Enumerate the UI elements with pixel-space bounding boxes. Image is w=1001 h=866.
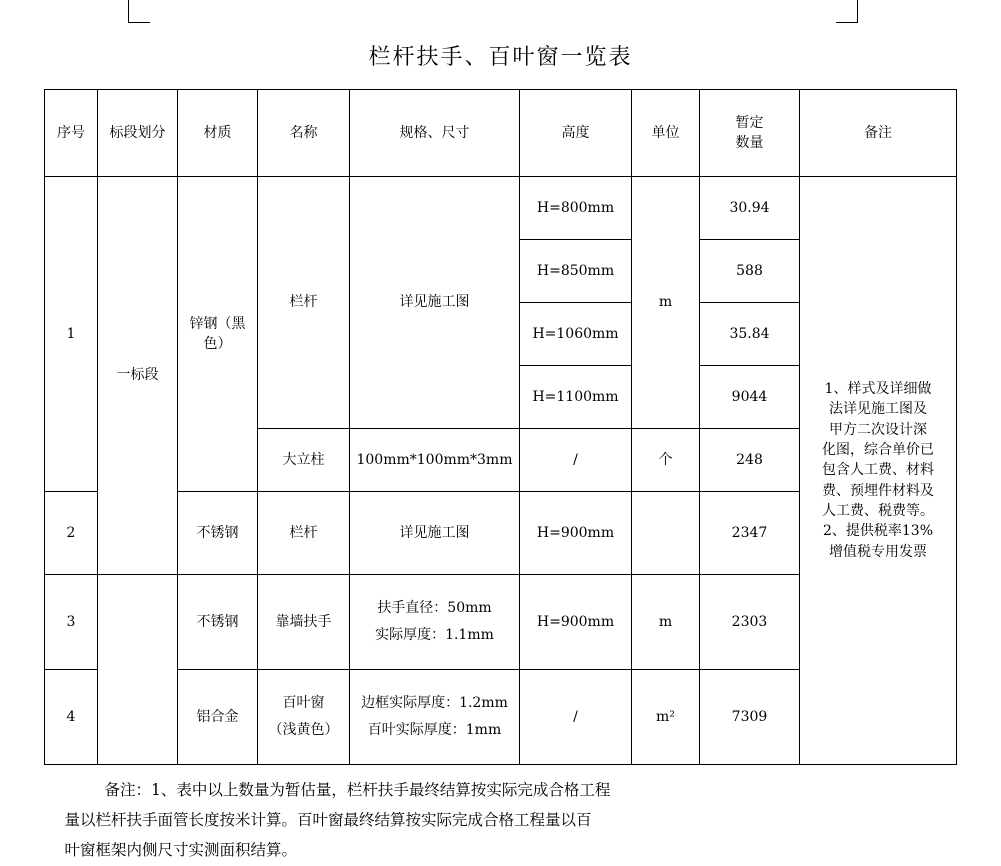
cell-quantity-4: 2303 bbox=[700, 575, 800, 670]
cell-spec-4-line2: 实际厚度：1.1mm bbox=[375, 627, 494, 643]
cell-name-5-line1: 百叶窗 bbox=[282, 695, 325, 712]
footnote bbox=[45, 775, 957, 866]
cell-quantity-3: 2347 bbox=[700, 492, 800, 575]
cell-material-4: 铝合金 bbox=[178, 670, 258, 765]
cell-no-1: 1 bbox=[45, 177, 98, 492]
cell-remark bbox=[800, 177, 957, 765]
remark-line-7: 人工费、税费等。 bbox=[822, 502, 934, 519]
remark-line-6: 费、预埋件材料及 bbox=[822, 482, 934, 499]
col-header-unit: 单位 bbox=[632, 90, 700, 177]
remark-line-2: 法详见施工图及 bbox=[829, 401, 927, 418]
cell-unit-3 bbox=[632, 492, 700, 575]
page-title: 栏杆扶手、百叶窗一览表 bbox=[368, 45, 633, 70]
cell-name-1: 栏杆 bbox=[258, 177, 350, 429]
remark-line-4: 化图，综合单价已 bbox=[822, 442, 934, 459]
remark-line-5: 包含人工费、材料 bbox=[822, 462, 934, 479]
crop-mark-top-left-horizontal bbox=[128, 22, 150, 23]
remark-line-8: 2、提供税率13% bbox=[822, 523, 934, 540]
cell-spec-5 bbox=[350, 670, 520, 765]
cell-height-1-2: H=850mm bbox=[520, 240, 632, 303]
cell-name-4: 靠墙扶手 bbox=[258, 575, 350, 670]
table-header-row bbox=[45, 90, 957, 177]
col-header-remark: 备注 bbox=[800, 90, 957, 177]
remark-line-1: 1、样式及详细做 bbox=[824, 381, 932, 398]
cell-name-5-line2: （浅黄色） bbox=[268, 722, 339, 738]
crop-mark-top-right-horizontal bbox=[836, 22, 858, 23]
cell-unit-1: m bbox=[632, 177, 700, 429]
col-header-quantity bbox=[700, 90, 800, 177]
cell-unit-4: m bbox=[632, 575, 700, 670]
schedule-table bbox=[44, 89, 957, 765]
footnote-line-1: 备注：1、表中以上数量为暂估量，栏杆扶手最终结算按实际完成合格工程 bbox=[104, 781, 611, 799]
cell-quantity-2: 248 bbox=[700, 429, 800, 492]
cell-spec-5-line1: 边框实际厚度：1.2mm bbox=[361, 695, 508, 712]
col-header-material: 材质 bbox=[178, 90, 258, 177]
cell-no-2: 2 bbox=[45, 492, 98, 575]
cell-spec-4 bbox=[350, 575, 520, 670]
cell-name-5 bbox=[258, 670, 350, 765]
cell-section-2 bbox=[98, 575, 178, 765]
cell-no-3: 3 bbox=[45, 575, 98, 670]
cell-unit-2: 个 bbox=[632, 429, 700, 492]
cell-section-1: 一标段 bbox=[98, 177, 178, 575]
col-header-name: 名称 bbox=[258, 90, 350, 177]
cell-height-3: H=900mm bbox=[520, 492, 632, 575]
col-header-height: 高度 bbox=[520, 90, 632, 177]
cell-name-3: 栏杆 bbox=[258, 492, 350, 575]
cell-height-4: H=900mm bbox=[520, 575, 632, 670]
cell-height-2: / bbox=[520, 429, 632, 492]
remark-line-3: 甲方二次设计深 bbox=[829, 421, 927, 438]
cell-quantity-1-1: 30.94 bbox=[700, 177, 800, 240]
col-header-section: 标段划分 bbox=[98, 90, 178, 177]
cell-height-5: / bbox=[520, 670, 632, 765]
col-header-no: 序号 bbox=[45, 90, 98, 177]
cell-material-3: 不锈钢 bbox=[178, 575, 258, 670]
cell-spec-3: 详见施工图 bbox=[350, 492, 520, 575]
cell-quantity-1-4: 9044 bbox=[700, 366, 800, 429]
cell-spec-2: 100mm*100mm*3mm bbox=[350, 429, 520, 492]
table-row bbox=[45, 177, 957, 240]
cell-quantity-1-3: 35.84 bbox=[700, 303, 800, 366]
cell-quantity-1-2: 588 bbox=[700, 240, 800, 303]
cell-spec-1: 详见施工图 bbox=[350, 177, 520, 429]
remark-line-9: 增值税专用发票 bbox=[829, 543, 927, 560]
cell-height-1-1: H=800mm bbox=[520, 177, 632, 240]
cell-spec-4-line1: 扶手直径：50mm bbox=[377, 600, 492, 617]
col-header-spec: 规格、尺寸 bbox=[350, 90, 520, 177]
crop-mark-right-vertical bbox=[857, 0, 858, 22]
cell-quantity-5: 7309 bbox=[700, 670, 800, 765]
cell-height-1-4: H=1100mm bbox=[520, 366, 632, 429]
cell-height-1-3: H=1060mm bbox=[520, 303, 632, 366]
footnote-line-2: 量以栏杆扶手面管长度按米计算。百叶窗最终结算按实际完成合格工程量以百 bbox=[64, 811, 592, 830]
cell-material-2: 不锈钢 bbox=[178, 492, 258, 575]
cell-name-2: 大立柱 bbox=[258, 429, 350, 492]
cell-unit-5: m² bbox=[632, 670, 700, 765]
cell-spec-5-line2: 百叶实际厚度：1mm bbox=[367, 722, 502, 738]
cell-no-4: 4 bbox=[45, 670, 98, 765]
cell-material-1: 锌钢（黑色） bbox=[178, 177, 258, 492]
footnote-line-3: 叶窗框架内侧尺寸实测面积结算。 bbox=[64, 841, 298, 860]
crop-mark-top-left-vertical bbox=[128, 0, 129, 22]
col-header-quantity-line1: 暂定 bbox=[735, 114, 764, 131]
col-header-quantity-line2: 数量 bbox=[735, 135, 764, 151]
